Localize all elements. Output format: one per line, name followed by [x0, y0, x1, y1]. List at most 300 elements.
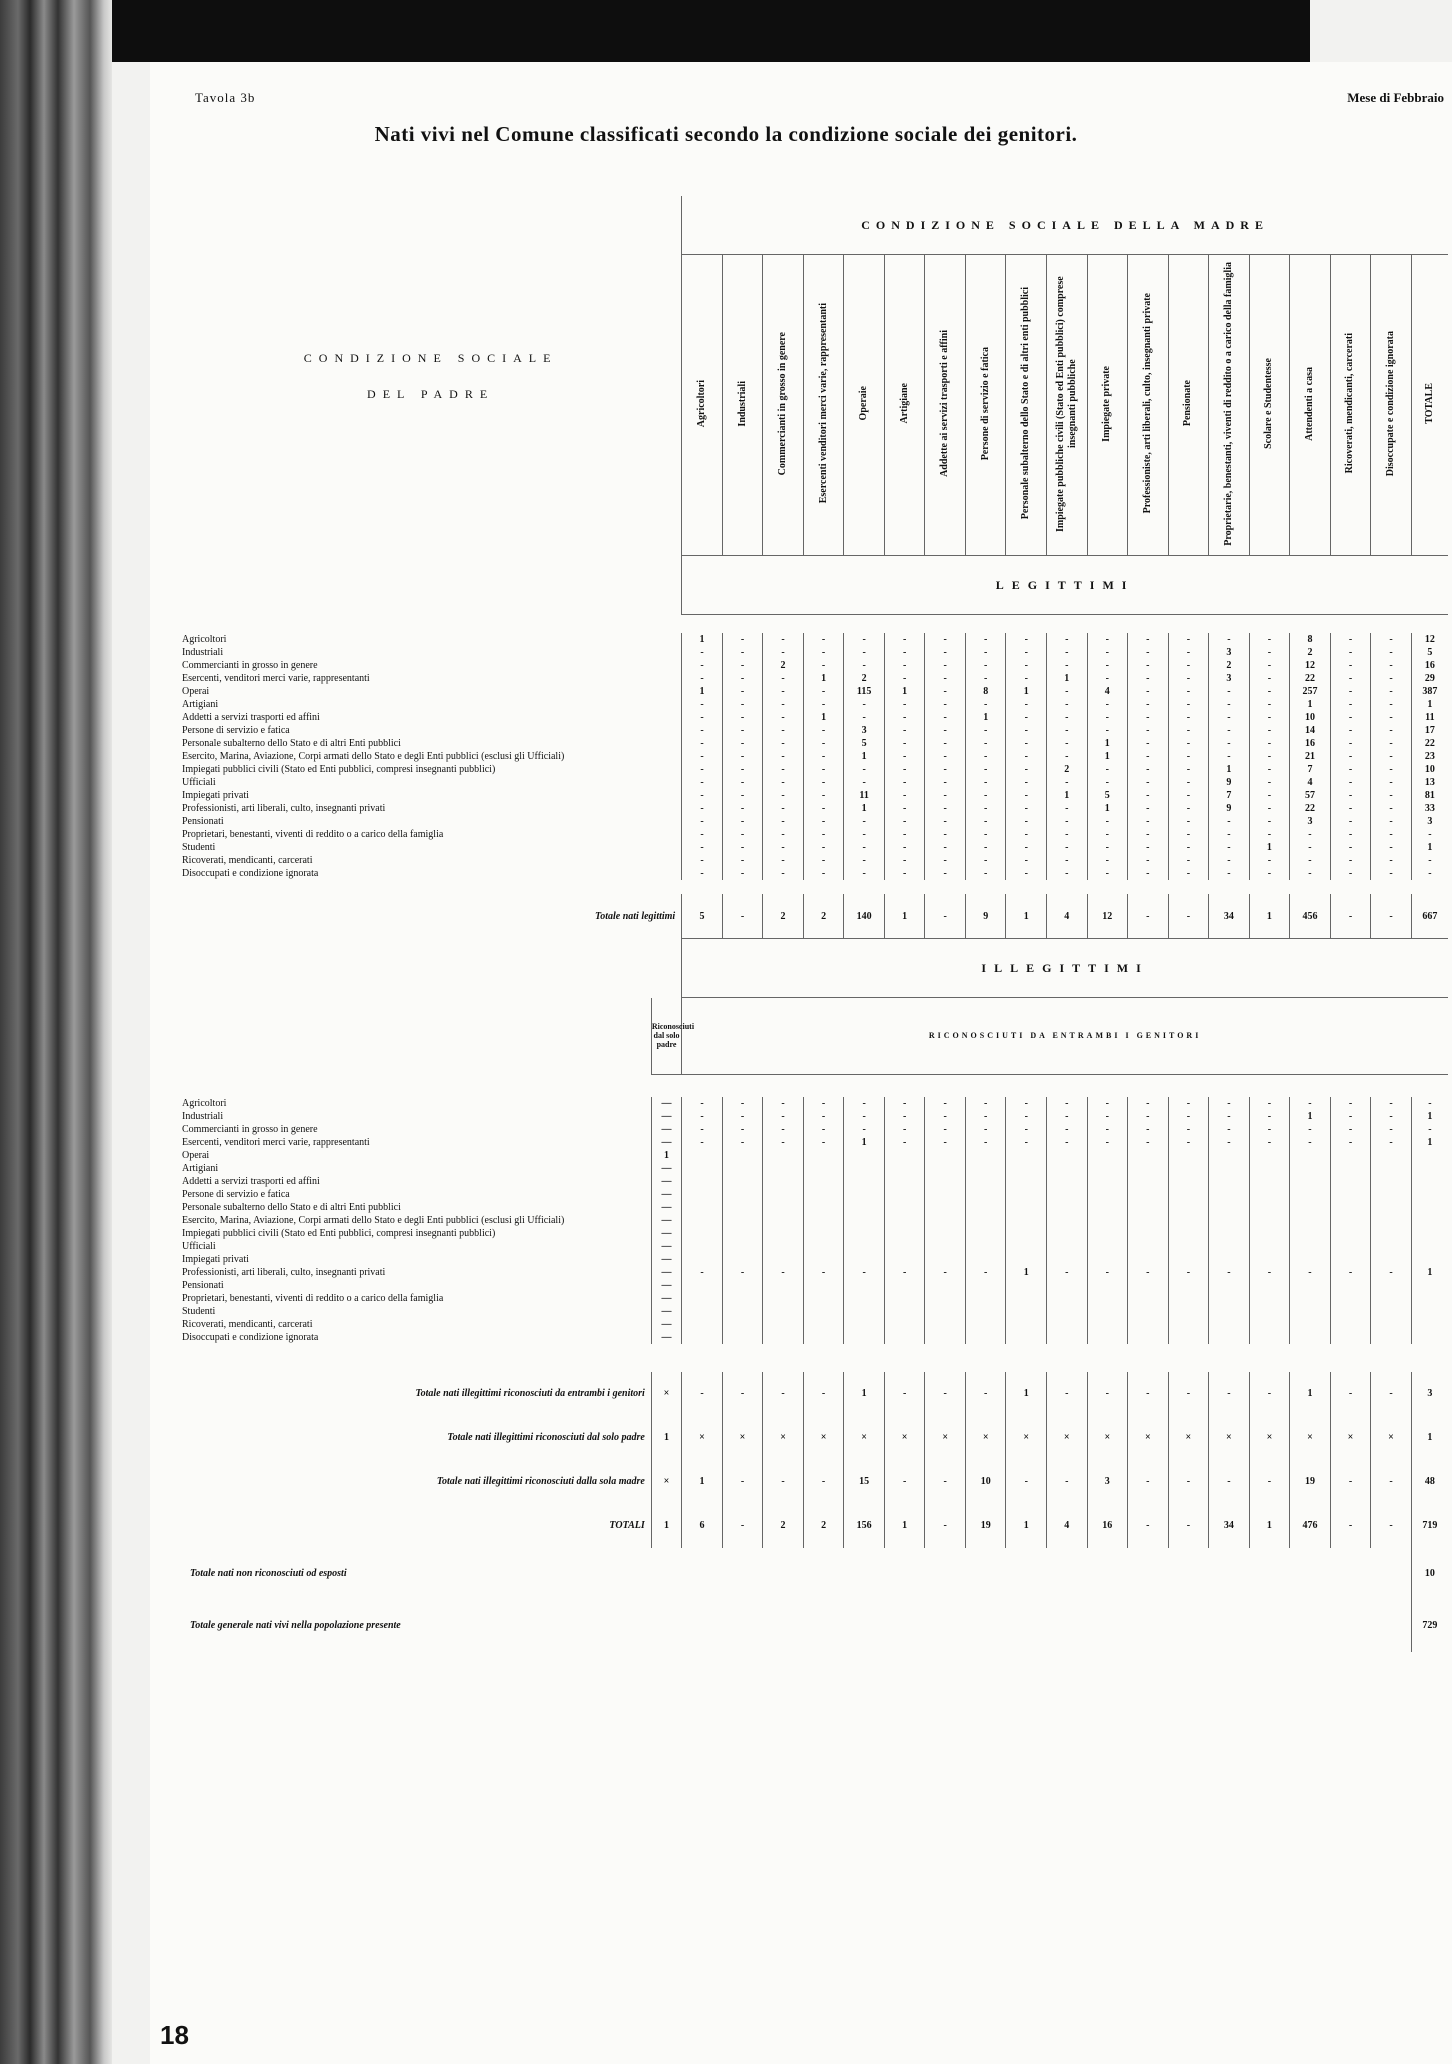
table-cell	[1290, 1201, 1331, 1214]
spacer	[180, 615, 1448, 634]
table-cell	[884, 1305, 925, 1318]
table-cell	[1087, 1214, 1128, 1227]
column-header-label: Esercenti venditori merci varie, rappresentanti	[817, 303, 829, 504]
cell-padre: —	[651, 1240, 681, 1253]
blank-cell	[180, 998, 651, 1075]
table-cell: -	[722, 894, 763, 939]
table-cell: -	[925, 894, 966, 939]
table-cell: -	[1047, 1110, 1088, 1123]
table-cell: -	[722, 646, 763, 659]
table-cell: -	[884, 1372, 925, 1416]
table-cell: 1	[1249, 894, 1290, 939]
table-cell: -	[884, 789, 925, 802]
row-label: Totale nati legittimi	[595, 910, 676, 922]
column-header	[803, 255, 844, 556]
row-label: Impiegati privati	[182, 1253, 249, 1265]
column-header	[1411, 255, 1448, 556]
table-cell: -	[1128, 633, 1169, 646]
table-cell	[803, 1214, 844, 1227]
table-cell: 1	[1087, 737, 1128, 750]
table-cell	[1411, 1188, 1448, 1201]
table-cell	[925, 1201, 966, 1214]
table-cell: -	[803, 841, 844, 854]
table-cell: -	[682, 737, 723, 750]
table-cell	[965, 1318, 1006, 1331]
table-cell: 1	[1006, 894, 1047, 939]
table-cell: -	[925, 1504, 966, 1548]
cell-padre: —	[651, 1305, 681, 1318]
table-cell: 1	[1006, 1504, 1047, 1548]
table-cell: -	[763, 1460, 804, 1504]
table-cell: 16	[1087, 1504, 1128, 1548]
column-header-label: Scolare e Studentesse	[1263, 358, 1275, 449]
table-cell: -	[1249, 633, 1290, 646]
table-cell: 5	[682, 894, 723, 939]
table-cell: -	[925, 763, 966, 776]
table-cell: -	[1290, 828, 1331, 841]
table-cell: 2	[803, 1504, 844, 1548]
table-cell	[1249, 1292, 1290, 1305]
table-cell: -	[884, 711, 925, 724]
table-cell: 22	[1411, 737, 1448, 750]
totale-illegittimi-row	[180, 1416, 1448, 1460]
legittimi-row	[180, 724, 1448, 737]
table-cell	[1330, 1318, 1371, 1331]
table-cell	[1006, 1149, 1047, 1162]
table-cell: -	[722, 1372, 763, 1416]
table-cell	[884, 1149, 925, 1162]
table-cell: -	[965, 698, 1006, 711]
table-cell	[1371, 1279, 1412, 1292]
table-cell	[682, 1318, 723, 1331]
table-cell: -	[1168, 750, 1209, 763]
table-cell: -	[1371, 646, 1412, 659]
table-cell: -	[965, 828, 1006, 841]
table-cell	[1168, 1240, 1209, 1253]
table-cell	[1006, 1279, 1047, 1292]
table-cell: -	[1087, 776, 1128, 789]
table-cell	[1330, 1253, 1371, 1266]
table-cell	[1249, 1305, 1290, 1318]
row-label: Impiegati privati	[182, 790, 249, 801]
column-header-label: Proprietarie, benestanti, viventi di reddito o a carico della famiglia	[1222, 261, 1234, 546]
table-cell: 14	[1290, 724, 1331, 737]
table-cell: -	[884, 1110, 925, 1123]
table-cell: -	[1249, 763, 1290, 776]
table-cell	[1209, 1279, 1250, 1292]
legittimi-row	[180, 685, 1448, 698]
column-header-label: Persone di servizio e fatica	[979, 346, 991, 461]
table-cell: -	[1249, 802, 1290, 815]
table-cell	[1006, 1214, 1047, 1227]
table-cell: 257	[1290, 685, 1331, 698]
table-cell	[1128, 1331, 1169, 1344]
column-header	[763, 255, 804, 556]
table-cell	[1128, 1305, 1169, 1318]
row-label: Proprietari, benestanti, viventi di reddito o a carico della famiglia	[182, 829, 444, 840]
table-cell: -	[1249, 1097, 1290, 1110]
table-cell	[1411, 1279, 1448, 1292]
spacer	[180, 880, 1448, 894]
table-cell	[1411, 1318, 1448, 1331]
table-cell: -	[1330, 815, 1371, 828]
row-label: Proprietari, benestanti, viventi di reddito o a carico della famiglia	[182, 1292, 444, 1304]
table-cell: -	[1371, 894, 1412, 939]
table-cell	[884, 1240, 925, 1253]
table-cell: -	[884, 776, 925, 789]
table-cell	[682, 1175, 723, 1188]
table-cell	[1087, 1201, 1128, 1214]
table-cell	[1209, 1175, 1250, 1188]
table-cell: -	[803, 789, 844, 802]
table-cell	[1330, 1149, 1371, 1162]
table-cell: -	[1006, 867, 1047, 880]
table-cell: -	[1411, 828, 1448, 841]
table-cell: -	[1411, 1097, 1448, 1110]
table-cell: -	[1087, 659, 1128, 672]
table-cell: 4	[1047, 894, 1088, 939]
cell-padre: —	[651, 1110, 681, 1123]
table-cell	[1371, 1253, 1412, 1266]
row-label: Esercito, Marina, Aviazione, Corpi armati dello Stato e degli Enti pubblici (esclusi gli Ufficiali)	[182, 751, 565, 762]
totale-illegittimi-row	[180, 1460, 1448, 1504]
cell-padre: —	[651, 1097, 681, 1110]
table-cell: 1	[844, 750, 885, 763]
table-cell	[925, 1162, 966, 1175]
legittimi-row	[180, 828, 1448, 841]
table-cell: -	[1371, 1460, 1412, 1504]
cell-padre: —	[651, 1136, 681, 1149]
table-cell: 2	[1047, 763, 1088, 776]
table-cell: -	[763, 1123, 804, 1136]
table-cell: -	[1006, 802, 1047, 815]
table-cell: 3	[1290, 815, 1331, 828]
row-label: Professionisti, arti liberali, culto, insegnanti privati	[182, 803, 386, 814]
table-cell: -	[1168, 672, 1209, 685]
table-cell: 1	[1047, 672, 1088, 685]
table-cell: -	[1168, 633, 1209, 646]
table-cell: 5	[1411, 646, 1448, 659]
table-cell: -	[1168, 1266, 1209, 1279]
illegittimi-row	[180, 1110, 1448, 1123]
column-header-label: Professioniste, arti liberali, culto, insegnanti private	[1141, 293, 1153, 514]
row-label: Persone di servizio e fatica	[182, 1188, 290, 1200]
table-cell: -	[1330, 828, 1371, 841]
table-cell: -	[1330, 894, 1371, 939]
table-cell: -	[1330, 1110, 1371, 1123]
table-cell	[925, 1175, 966, 1188]
table-cell: -	[1047, 1097, 1088, 1110]
legittimi-row	[180, 750, 1448, 763]
row-label: Impiegati pubblici civili (Stato ed Enti pubblici, compresi insegnanti pubblici)	[182, 1227, 496, 1239]
table-cell: -	[925, 1460, 966, 1504]
table-cell	[1290, 1162, 1331, 1175]
table-cell: 1	[884, 685, 925, 698]
table-cell: -	[763, 841, 804, 854]
column-header	[682, 255, 723, 556]
table-cell: -	[1128, 646, 1169, 659]
table-cell: 9	[1209, 776, 1250, 789]
table-cell: -	[1371, 724, 1412, 737]
table-cell	[1209, 1331, 1250, 1344]
table-cell	[763, 1331, 804, 1344]
column-header	[1249, 255, 1290, 556]
table-cell	[884, 1318, 925, 1331]
table-cell: -	[763, 1097, 804, 1110]
table-cell: 1	[1290, 698, 1331, 711]
table-cell	[1371, 1331, 1412, 1344]
table-cell: -	[722, 802, 763, 815]
table-cell	[1128, 1240, 1169, 1253]
table-cell: ×	[1087, 1416, 1128, 1460]
table-cell: -	[1128, 802, 1169, 815]
table-cell: -	[1168, 841, 1209, 854]
table-cell: -	[1168, 1372, 1209, 1416]
table-cell: ×	[1330, 1416, 1371, 1460]
column-header	[1006, 255, 1047, 556]
table-cell	[1047, 1240, 1088, 1253]
row-label: Ufficiali	[182, 777, 216, 788]
table-cell	[884, 1227, 925, 1240]
riconosciuti-padre-header: Riconosciuti dal solo padre	[651, 998, 681, 1075]
table-cell	[1047, 1305, 1088, 1318]
table-cell: -	[925, 724, 966, 737]
table-cell	[884, 1331, 925, 1344]
table-cell: 1	[1411, 1110, 1448, 1123]
table-cell: -	[1209, 633, 1250, 646]
column-header-label: TOTALE	[1423, 383, 1435, 424]
table-cell: -	[1371, 659, 1412, 672]
table-cell: -	[1168, 763, 1209, 776]
table-cell	[1087, 1292, 1128, 1305]
table-cell: -	[682, 1372, 723, 1416]
table-cell: 1	[1209, 763, 1250, 776]
table-cell	[1371, 1201, 1412, 1214]
row-label: Studenti	[182, 1305, 216, 1317]
table-cell: -	[844, 1097, 885, 1110]
totali-row	[180, 1504, 1448, 1548]
table-cell: -	[1128, 1097, 1169, 1110]
table-cell: -	[884, 633, 925, 646]
table-cell: -	[925, 841, 966, 854]
table-cell: -	[884, 659, 925, 672]
legittimi-row	[180, 854, 1448, 867]
table-cell	[884, 1253, 925, 1266]
row-label: Operai	[182, 1149, 210, 1161]
column-header	[1330, 255, 1371, 556]
table-cell: -	[803, 1136, 844, 1149]
table-cell: 2	[763, 894, 804, 939]
table-cell: -	[1168, 698, 1209, 711]
table-cell: -	[1371, 802, 1412, 815]
table-cell	[925, 1253, 966, 1266]
table-cell: -	[884, 737, 925, 750]
table-cell: -	[884, 802, 925, 815]
table-cell: 1	[844, 1136, 885, 1149]
table-cell: -	[1087, 698, 1128, 711]
table-cell: 1	[1411, 1136, 1448, 1149]
table-cell: -	[1128, 724, 1169, 737]
table-cell	[1047, 1227, 1088, 1240]
table-cell	[1209, 1201, 1250, 1214]
table-cell	[925, 1240, 966, 1253]
table-cell: 34	[1209, 1504, 1250, 1548]
table-cell: -	[1047, 1266, 1088, 1279]
table-cell: 1	[1047, 789, 1088, 802]
table-cell: -	[1128, 867, 1169, 880]
column-header	[1087, 255, 1128, 556]
table-cell: 1	[1006, 1372, 1047, 1416]
legittimi-row	[180, 672, 1448, 685]
row-label: Disoccupati e condizione ignorata	[182, 1331, 319, 1343]
table-cell: -	[803, 737, 844, 750]
table-cell: -	[1290, 1136, 1331, 1149]
table-cell: 19	[1290, 1460, 1331, 1504]
table-cell	[1371, 1149, 1412, 1162]
table-cell: -	[884, 854, 925, 867]
table-cell: -	[722, 776, 763, 789]
table-cell: -	[1209, 828, 1250, 841]
table-cell: -	[1047, 633, 1088, 646]
table-cell: -	[1087, 867, 1128, 880]
table-cell: -	[682, 1136, 723, 1149]
spacer	[180, 1344, 1448, 1372]
table-cell: -	[1168, 724, 1209, 737]
cell-padre: 1	[651, 1416, 681, 1460]
table-cell: -	[884, 828, 925, 841]
table-cell: -	[1087, 633, 1128, 646]
table-cell	[1168, 1253, 1209, 1266]
table-cell	[1087, 1227, 1128, 1240]
row-label: Esercito, Marina, Aviazione, Corpi armati dello Stato e degli Enti pubblici (esclusi gli Ufficiali)	[182, 1214, 565, 1226]
table-cell: -	[1249, 646, 1290, 659]
table-cell	[1411, 1162, 1448, 1175]
table-cell	[1006, 1162, 1047, 1175]
table-cell: -	[1047, 802, 1088, 815]
row-label: Ricoverati, mendicanti, carcerati	[182, 1318, 313, 1330]
table-cell: -	[1371, 633, 1412, 646]
table-cell	[1330, 1240, 1371, 1253]
table-cell	[1128, 1292, 1169, 1305]
table-cell: 1	[682, 1460, 723, 1504]
table-cell: -	[1371, 841, 1412, 854]
table-cell: -	[1209, 815, 1250, 828]
month-label: Mese di Febbraio	[1347, 90, 1444, 105]
non-riconosciuti-row	[180, 1548, 1448, 1600]
table-cell: -	[965, 1097, 1006, 1110]
table-cell: 1	[1290, 1110, 1331, 1123]
blank-cell	[180, 556, 682, 615]
table-cell: -	[1006, 789, 1047, 802]
table-cell: -	[925, 633, 966, 646]
table-cell	[1006, 1240, 1047, 1253]
table-cell	[1290, 1318, 1331, 1331]
table-cell: ×	[803, 1416, 844, 1460]
totale-illegittimi-row	[180, 1372, 1448, 1416]
table-cell: -	[965, 737, 1006, 750]
table-cell: -	[722, 698, 763, 711]
table-cell: -	[1249, 659, 1290, 672]
table-cell: -	[965, 750, 1006, 763]
table-cell	[1249, 1149, 1290, 1162]
table-cell: 1	[1249, 1504, 1290, 1548]
table-cell: -	[1047, 711, 1088, 724]
table-cell: -	[1249, 1266, 1290, 1279]
table-cell: -	[925, 711, 966, 724]
column-header	[1168, 255, 1209, 556]
table-cell: -	[1047, 841, 1088, 854]
table-cell	[1249, 1188, 1290, 1201]
table-cell	[763, 1292, 804, 1305]
table-cell: -	[1249, 672, 1290, 685]
row-label: Professionisti, arti liberali, culto, insegnanti privati	[182, 1266, 386, 1278]
column-header-label: Ricoverati, mendicanti, carcerati	[1344, 333, 1356, 474]
table-cell: -	[722, 711, 763, 724]
table-cell: -	[803, 1097, 844, 1110]
table-cell: -	[965, 724, 1006, 737]
table-cell: -	[1047, 1372, 1088, 1416]
table-cell: 11	[1411, 711, 1448, 724]
table-cell	[1047, 1318, 1088, 1331]
table-cell: -	[1371, 1110, 1412, 1123]
table-cell: -	[1290, 841, 1331, 854]
table-cell: -	[925, 828, 966, 841]
row-label: Persone di servizio e fatica	[182, 725, 290, 736]
column-header	[1290, 255, 1331, 556]
table-cell: -	[1249, 815, 1290, 828]
table-cell: -	[1249, 867, 1290, 880]
table-cell	[1168, 1188, 1209, 1201]
row-label: Operai	[182, 686, 210, 697]
table-cell: -	[1330, 1136, 1371, 1149]
table-cell: -	[1209, 1110, 1250, 1123]
cell-padre: —	[651, 1201, 681, 1214]
table-cell	[722, 1331, 763, 1344]
table-cell: 4	[1047, 1504, 1088, 1548]
table-cell: -	[1330, 802, 1371, 815]
table-cell: -	[1290, 854, 1331, 867]
table-cell	[1128, 1162, 1169, 1175]
table-cell: -	[1330, 1123, 1371, 1136]
table-cell	[803, 1175, 844, 1188]
table-cell: -	[884, 815, 925, 828]
row-label: Esercenti, venditori merci varie, rappresentanti	[182, 1136, 370, 1148]
table-cell: -	[884, 1266, 925, 1279]
table-cell: -	[1330, 867, 1371, 880]
table-cell: 2	[803, 894, 844, 939]
table-cell	[763, 1175, 804, 1188]
table-cell: 3	[1411, 1372, 1448, 1416]
table-cell	[803, 1149, 844, 1162]
table-cell: -	[803, 1123, 844, 1136]
table-cell: -	[803, 867, 844, 880]
row-label: Totale nati illegittimi riconosciuti dal solo padre	[447, 1432, 645, 1443]
table-cell: -	[1128, 672, 1169, 685]
column-header-label: Commercianti in grosso in genere	[777, 331, 789, 476]
table-cell: 2	[844, 672, 885, 685]
table-cell	[1047, 1188, 1088, 1201]
table-cell: -	[965, 633, 1006, 646]
table-cell	[1330, 1279, 1371, 1292]
table-cell: -	[1371, 1504, 1412, 1548]
table-cell: 2	[763, 1504, 804, 1548]
row-label: Ufficiali	[182, 1240, 216, 1252]
table-cell: -	[763, 1372, 804, 1416]
table-cell: -	[1290, 867, 1331, 880]
madre-header-row	[180, 196, 1448, 255]
table-cell: 5	[1087, 789, 1128, 802]
illegittimi-row	[180, 1253, 1448, 1266]
